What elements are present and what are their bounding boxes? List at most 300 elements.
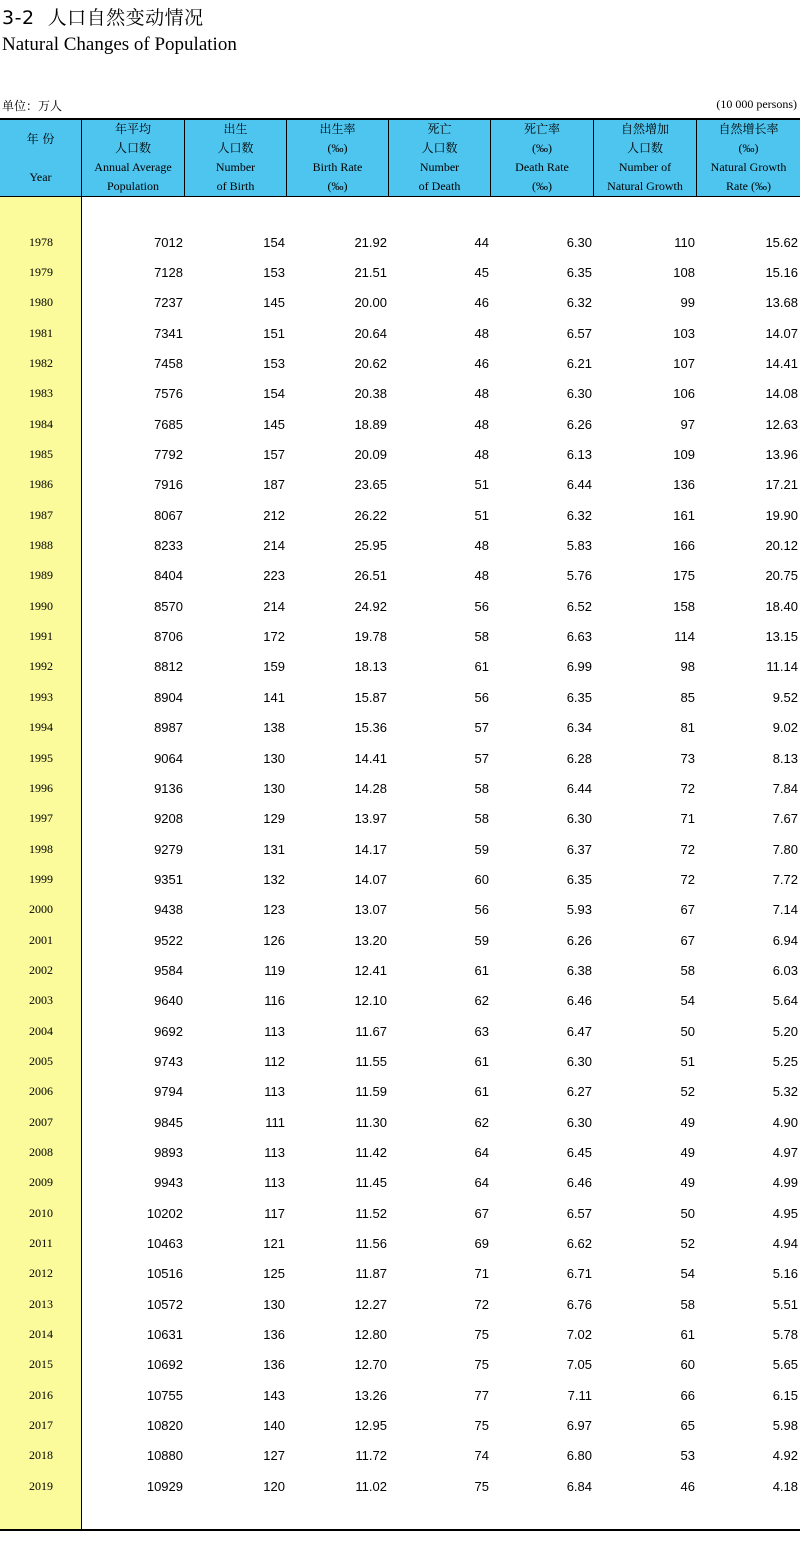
natural-growth-number-cell: 58 xyxy=(680,1296,695,1312)
number-of-death-cell: 48 xyxy=(474,325,489,341)
number-of-death-cell: 56 xyxy=(474,902,489,918)
number-of-death-cell: 44 xyxy=(474,234,489,250)
birth-rate-cell: 14.41 xyxy=(354,750,387,766)
table-row xyxy=(0,500,800,530)
death-rate-cell: 6.30 xyxy=(566,1053,592,1069)
header-line: 自然增加 xyxy=(620,122,669,136)
number-of-death-cell: 46 xyxy=(474,295,489,311)
header-line: Number xyxy=(419,160,460,174)
table-row xyxy=(0,955,800,985)
year-cell: 2010 xyxy=(29,1205,53,1220)
year-cell: 2003 xyxy=(29,993,53,1008)
annual-average-population-cell: 9584 xyxy=(154,962,183,978)
year-cell: 1987 xyxy=(29,507,53,522)
header-line: Number xyxy=(215,160,256,174)
death-rate-cell: 5.76 xyxy=(566,568,592,584)
table-row xyxy=(0,682,800,712)
natural-growth-number-cell: 166 xyxy=(673,538,695,554)
birth-rate-cell: 13.07 xyxy=(354,902,387,918)
number-of-death-cell: 71 xyxy=(474,1266,489,1282)
number-of-death-cell: 77 xyxy=(474,1387,489,1403)
number-of-birth-cell: 125 xyxy=(263,1266,285,1282)
birth-rate-cell: 18.13 xyxy=(354,659,387,675)
header-line: (‰) xyxy=(532,141,552,155)
death-rate-cell: 6.84 xyxy=(566,1478,592,1494)
table-row xyxy=(0,530,800,560)
table-row xyxy=(0,1471,800,1501)
natural-growth-rate-cell: 4.97 xyxy=(772,1144,798,1160)
birth-rate-cell: 11.02 xyxy=(355,1478,387,1494)
birth-rate-cell: 11.56 xyxy=(355,1236,387,1252)
natural-growth-number-cell: 85 xyxy=(680,689,695,705)
year-cell: 2016 xyxy=(29,1387,53,1402)
header-birth-rate xyxy=(287,120,389,196)
year-cell: 1992 xyxy=(29,659,53,674)
natural-growth-number-cell: 54 xyxy=(680,1266,695,1282)
annual-average-population-cell: 9136 xyxy=(154,780,183,796)
annual-average-population-cell: 10631 xyxy=(146,1327,183,1343)
number-of-death-cell: 58 xyxy=(474,629,489,645)
death-rate-cell: 6.28 xyxy=(566,750,592,766)
number-of-death-cell: 48 xyxy=(474,538,489,554)
death-rate-cell: 6.26 xyxy=(566,932,592,948)
natural-growth-rate-cell: 17.21 xyxy=(765,477,798,493)
natural-growth-number-cell: 110 xyxy=(674,234,695,250)
number-of-birth-cell: 145 xyxy=(263,416,285,432)
natural-growth-rate-cell: 19.90 xyxy=(765,507,798,523)
birth-rate-cell: 11.42 xyxy=(355,1144,387,1160)
table-row xyxy=(0,227,800,257)
page-title-cn: 3-2 人口自然变动情况 xyxy=(2,7,204,29)
number-of-death-cell: 60 xyxy=(474,871,489,887)
death-rate-cell: 6.30 xyxy=(566,234,592,250)
annual-average-population-cell: 10463 xyxy=(146,1236,183,1252)
natural-growth-number-cell: 53 xyxy=(680,1448,695,1464)
header-number-of-death xyxy=(389,120,491,196)
natural-growth-number-cell: 66 xyxy=(680,1387,695,1403)
death-rate-cell: 6.32 xyxy=(566,507,592,523)
number-of-birth-cell: 119 xyxy=(264,962,285,978)
number-of-death-cell: 64 xyxy=(474,1144,489,1160)
year-cell: 2005 xyxy=(29,1053,53,1068)
number-of-birth-cell: 130 xyxy=(263,780,285,796)
number-of-death-cell: 75 xyxy=(474,1478,489,1494)
natural-growth-rate-cell: 13.96 xyxy=(765,447,798,463)
death-rate-cell: 6.44 xyxy=(566,477,592,493)
natural-growth-number-cell: 51 xyxy=(680,1053,695,1069)
natural-growth-rate-cell: 6.94 xyxy=(772,932,798,948)
birth-rate-cell: 11.67 xyxy=(355,1023,387,1039)
natural-growth-rate-cell: 5.65 xyxy=(772,1357,798,1373)
year-cell: 2014 xyxy=(29,1327,53,1342)
natural-growth-number-cell: 46 xyxy=(680,1478,695,1494)
annual-average-population-cell: 8904 xyxy=(154,689,183,705)
table-row xyxy=(0,895,800,925)
natural-growth-rate-cell: 15.62 xyxy=(765,234,798,250)
number-of-death-cell: 63 xyxy=(474,1023,489,1039)
number-of-death-cell: 48 xyxy=(474,386,489,402)
number-of-birth-cell: 120 xyxy=(263,1478,285,1494)
natural-growth-number-cell: 50 xyxy=(680,1205,695,1221)
number-of-birth-cell: 212 xyxy=(263,507,285,523)
table-row xyxy=(0,1289,800,1319)
table-row xyxy=(0,439,800,469)
year-cell: 2019 xyxy=(29,1478,53,1493)
birth-rate-cell: 26.51 xyxy=(354,568,387,584)
annual-average-population-cell: 9943 xyxy=(154,1175,183,1191)
number-of-death-cell: 57 xyxy=(474,720,489,736)
death-rate-cell: 6.35 xyxy=(566,689,592,705)
natural-growth-rate-cell: 6.03 xyxy=(772,962,798,978)
number-of-death-cell: 67 xyxy=(474,1205,489,1221)
natural-growth-rate-cell: 4.95 xyxy=(772,1205,798,1221)
natural-growth-rate-cell: 12.63 xyxy=(765,416,798,432)
natural-growth-rate-cell: 4.18 xyxy=(772,1478,798,1494)
annual-average-population-cell: 7792 xyxy=(154,447,183,463)
annual-average-population-cell: 8706 xyxy=(154,629,183,645)
year-cell: 1979 xyxy=(29,265,53,280)
header-line: 人口数 xyxy=(421,141,458,155)
annual-average-population-cell: 8233 xyxy=(154,538,183,554)
natural-growth-rate-cell: 20.75 xyxy=(765,568,798,584)
header-line: Annual Average xyxy=(94,160,172,174)
death-rate-cell: 6.32 xyxy=(566,295,592,311)
death-rate-cell: 6.21 xyxy=(566,356,592,372)
header-line: Birth Rate xyxy=(312,160,363,174)
number-of-birth-cell: 136 xyxy=(263,1357,285,1373)
number-of-death-cell: 59 xyxy=(474,932,489,948)
table-row xyxy=(0,773,800,803)
natural-growth-rate-cell: 5.25 xyxy=(772,1053,798,1069)
year-cell: 1995 xyxy=(29,750,53,765)
number-of-birth-cell: 126 xyxy=(263,932,285,948)
annual-average-population-cell: 7685 xyxy=(154,416,183,432)
year-cell: 1982 xyxy=(29,356,53,371)
year-cell: 2000 xyxy=(29,902,53,917)
natural-growth-number-cell: 158 xyxy=(673,598,695,614)
header-natural-growth-number xyxy=(594,120,697,196)
natural-growth-rate-cell: 9.52 xyxy=(772,689,798,705)
natural-growth-rate-cell: 5.78 xyxy=(772,1327,798,1343)
natural-growth-rate-cell: 5.32 xyxy=(772,1084,798,1100)
annual-average-population-cell: 9640 xyxy=(154,993,183,1009)
number-of-death-cell: 48 xyxy=(474,447,489,463)
year-cell: 2018 xyxy=(29,1448,53,1463)
header-line: (‰) xyxy=(738,141,759,155)
table-row xyxy=(0,409,800,439)
table-row xyxy=(0,591,800,621)
number-of-death-cell: 74 xyxy=(474,1448,489,1464)
table-row xyxy=(0,652,800,682)
annual-average-population-cell: 10929 xyxy=(146,1478,183,1494)
annual-average-population-cell: 8812 xyxy=(154,659,183,675)
death-rate-cell: 6.57 xyxy=(566,1205,592,1221)
header-line: Death Rate xyxy=(515,160,569,174)
annual-average-population-cell: 9893 xyxy=(154,1144,183,1160)
year-cell: 1994 xyxy=(29,720,53,735)
number-of-birth-cell: 127 xyxy=(263,1448,285,1464)
number-of-birth-cell: 214 xyxy=(263,538,285,554)
header-line: Rate (‰) xyxy=(726,179,771,193)
natural-growth-rate-cell: 13.68 xyxy=(765,295,798,311)
natural-growth-rate-cell: 7.84 xyxy=(772,780,798,796)
death-rate-cell: 6.30 xyxy=(566,811,592,827)
table-row xyxy=(0,318,800,348)
death-rate-cell: 6.44 xyxy=(566,780,592,796)
birth-rate-cell: 12.80 xyxy=(354,1327,387,1343)
year-cell: 2011 xyxy=(29,1236,53,1251)
natural-growth-number-cell: 108 xyxy=(673,265,695,281)
table-row xyxy=(0,1319,800,1349)
header-line: of Death xyxy=(418,179,461,193)
header-annual-average-population xyxy=(82,120,185,196)
number-of-death-cell: 64 xyxy=(474,1175,489,1191)
annual-average-population-cell: 8404 xyxy=(154,568,183,584)
natural-growth-rate-cell: 20.12 xyxy=(765,538,798,554)
table-row xyxy=(0,713,800,743)
number-of-death-cell: 59 xyxy=(474,841,489,857)
number-of-death-cell: 56 xyxy=(474,598,489,614)
header-death-rate xyxy=(491,120,594,196)
natural-growth-rate-cell: 4.90 xyxy=(772,1114,798,1130)
death-rate-cell: 6.35 xyxy=(566,871,592,887)
birth-rate-cell: 12.95 xyxy=(354,1418,387,1434)
birth-rate-cell: 12.70 xyxy=(354,1357,387,1373)
header-line: 人口数 xyxy=(626,141,663,155)
number-of-birth-cell: 113 xyxy=(264,1175,285,1191)
number-of-birth-cell: 151 xyxy=(263,325,285,341)
annual-average-population-cell: 9279 xyxy=(154,841,183,857)
number-of-birth-cell: 113 xyxy=(264,1084,285,1100)
table-row xyxy=(0,743,800,773)
birth-rate-cell: 11.45 xyxy=(355,1175,387,1191)
year-cell: 1986 xyxy=(29,477,53,492)
death-rate-cell: 6.47 xyxy=(566,1023,592,1039)
birth-rate-cell: 21.92 xyxy=(354,234,387,250)
annual-average-population-cell: 8570 xyxy=(154,598,183,614)
year-cell: 1983 xyxy=(29,386,53,401)
natural-growth-number-cell: 81 xyxy=(680,720,695,736)
natural-growth-number-cell: 103 xyxy=(673,325,695,341)
table-row xyxy=(0,986,800,1016)
natural-growth-rate-cell: 7.67 xyxy=(772,811,798,827)
number-of-birth-cell: 136 xyxy=(263,1327,285,1343)
number-of-birth-cell: 145 xyxy=(263,295,285,311)
table-row xyxy=(0,561,800,591)
death-rate-cell: 6.71 xyxy=(566,1266,592,1282)
natural-growth-rate-cell: 5.98 xyxy=(772,1418,798,1434)
year-cell: 1991 xyxy=(29,629,53,644)
birth-rate-cell: 11.72 xyxy=(355,1448,387,1464)
number-of-birth-cell: 140 xyxy=(263,1418,285,1434)
number-of-death-cell: 46 xyxy=(474,356,489,372)
annual-average-population-cell: 9692 xyxy=(154,1023,183,1039)
annual-average-population-cell: 10516 xyxy=(146,1266,183,1282)
natural-growth-number-cell: 106 xyxy=(673,386,695,402)
natural-growth-number-cell: 99 xyxy=(680,295,695,311)
death-rate-cell: 6.46 xyxy=(566,993,592,1009)
birth-rate-cell: 24.92 xyxy=(354,598,387,614)
number-of-birth-cell: 130 xyxy=(263,750,285,766)
birth-rate-cell: 15.36 xyxy=(354,720,387,736)
table-row xyxy=(0,1046,800,1076)
table-row xyxy=(0,288,800,318)
natural-growth-rate-cell: 15.16 xyxy=(765,265,798,281)
year-cell: 1989 xyxy=(29,568,53,583)
table-row xyxy=(0,834,800,864)
natural-growth-rate-cell: 4.94 xyxy=(772,1236,798,1252)
header-line: 人口数 xyxy=(217,141,254,155)
number-of-death-cell: 51 xyxy=(474,477,489,493)
table-row xyxy=(0,1350,800,1380)
header-line: 死亡率 xyxy=(523,122,560,136)
birth-rate-cell: 23.65 xyxy=(354,477,387,493)
annual-average-population-cell: 7458 xyxy=(154,356,183,372)
annual-average-population-cell: 9743 xyxy=(154,1053,183,1069)
table-body xyxy=(0,227,800,1501)
death-rate-cell: 6.57 xyxy=(566,325,592,341)
year-cell: 1999 xyxy=(29,871,53,886)
number-of-birth-cell: 154 xyxy=(263,234,285,250)
header-line: Population xyxy=(106,179,159,193)
number-of-birth-cell: 157 xyxy=(263,447,285,463)
table-row xyxy=(0,1380,800,1410)
natural-growth-rate-cell: 9.02 xyxy=(772,720,798,736)
annual-average-population-cell: 9794 xyxy=(154,1084,183,1100)
number-of-birth-cell: 123 xyxy=(263,902,285,918)
natural-growth-number-cell: 136 xyxy=(673,477,695,493)
natural-growth-number-cell: 49 xyxy=(680,1144,695,1160)
natural-growth-rate-cell: 14.41 xyxy=(765,356,798,372)
death-rate-cell: 6.13 xyxy=(566,447,592,463)
year-cell: 1984 xyxy=(29,416,53,431)
number-of-birth-cell: 223 xyxy=(263,568,285,584)
natural-growth-rate-cell: 5.16 xyxy=(772,1266,798,1282)
header-line: 人口数 xyxy=(114,141,151,155)
natural-growth-number-cell: 72 xyxy=(680,871,695,887)
natural-growth-number-cell: 54 xyxy=(680,993,695,1009)
year-cell: 1985 xyxy=(29,447,53,462)
number-of-birth-cell: 159 xyxy=(263,659,285,675)
year-cell: 2008 xyxy=(29,1144,53,1159)
year-cell: 2013 xyxy=(29,1296,53,1311)
natural-growth-number-cell: 72 xyxy=(680,780,695,796)
birth-rate-cell: 12.27 xyxy=(354,1296,387,1312)
death-rate-cell: 6.37 xyxy=(566,841,592,857)
year-cell: 1990 xyxy=(29,598,53,613)
number-of-birth-cell: 132 xyxy=(263,871,285,887)
number-of-death-cell: 57 xyxy=(474,750,489,766)
natural-growth-number-cell: 61 xyxy=(680,1327,695,1343)
natural-growth-number-cell: 107 xyxy=(673,356,695,372)
natural-growth-rate-cell: 4.92 xyxy=(772,1448,798,1464)
table-row xyxy=(0,804,800,834)
page-title-en: Natural Changes of Population xyxy=(2,34,237,55)
natural-growth-number-cell: 73 xyxy=(680,750,695,766)
number-of-death-cell: 61 xyxy=(474,1084,489,1100)
number-of-birth-cell: 113 xyxy=(264,1023,285,1039)
number-of-birth-cell: 130 xyxy=(263,1296,285,1312)
death-rate-cell: 6.35 xyxy=(566,265,592,281)
header-line: (‰) xyxy=(327,141,348,155)
number-of-birth-cell: 117 xyxy=(264,1205,285,1221)
year-cell: 1980 xyxy=(29,295,53,310)
annual-average-population-cell: 9064 xyxy=(154,750,183,766)
annual-average-population-cell: 10755 xyxy=(146,1387,183,1403)
natural-growth-number-cell: 67 xyxy=(680,932,695,948)
annual-average-population-cell: 10202 xyxy=(146,1205,183,1221)
table-row xyxy=(0,379,800,409)
annual-average-population-cell: 7341 xyxy=(154,325,183,341)
natural-growth-number-cell: 72 xyxy=(680,841,695,857)
natural-growth-rate-cell: 5.20 xyxy=(772,1023,798,1039)
birth-rate-cell: 20.38 xyxy=(354,386,387,402)
number-of-death-cell: 48 xyxy=(474,416,489,432)
number-of-birth-cell: 153 xyxy=(263,265,285,281)
annual-average-population-cell: 8067 xyxy=(154,507,183,523)
natural-growth-rate-cell: 7.80 xyxy=(772,841,798,857)
natural-growth-number-cell: 49 xyxy=(680,1175,695,1191)
number-of-birth-cell: 129 xyxy=(263,811,285,827)
annual-average-population-cell: 10880 xyxy=(146,1448,183,1464)
death-rate-cell: 6.38 xyxy=(566,962,592,978)
annual-average-population-cell: 9438 xyxy=(154,902,183,918)
table-row xyxy=(0,1168,800,1198)
year-cell: 2015 xyxy=(29,1357,53,1372)
number-of-birth-cell: 111 xyxy=(265,1114,285,1130)
table-row xyxy=(0,1077,800,1107)
number-of-death-cell: 69 xyxy=(474,1236,489,1252)
number-of-death-cell: 75 xyxy=(474,1357,489,1373)
death-rate-cell: 6.46 xyxy=(566,1175,592,1191)
annual-average-population-cell: 9522 xyxy=(154,932,183,948)
year-cell: 1993 xyxy=(29,689,53,704)
table-header xyxy=(0,120,800,197)
natural-growth-rate-cell: 18.40 xyxy=(765,598,798,614)
table-row xyxy=(0,1259,800,1289)
table-row xyxy=(0,257,800,287)
number-of-death-cell: 75 xyxy=(474,1327,489,1343)
number-of-death-cell: 62 xyxy=(474,1114,489,1130)
number-of-death-cell: 61 xyxy=(474,659,489,675)
number-of-birth-cell: 121 xyxy=(263,1236,285,1252)
year-cell: 2002 xyxy=(29,962,53,977)
annual-average-population-cell: 7012 xyxy=(154,234,183,250)
year-cell: 2017 xyxy=(29,1418,53,1433)
natural-growth-number-cell: 65 xyxy=(680,1418,695,1434)
number-of-death-cell: 72 xyxy=(474,1296,489,1312)
header-line: Year xyxy=(29,169,52,184)
natural-growth-rate-cell: 4.99 xyxy=(772,1175,798,1191)
natural-growth-number-cell: 58 xyxy=(680,962,695,978)
header-line: (‰) xyxy=(327,179,348,193)
number-of-birth-cell: 187 xyxy=(263,477,285,493)
year-cell: 2009 xyxy=(29,1175,53,1190)
year-cell: 2001 xyxy=(29,932,53,947)
table-row xyxy=(0,1016,800,1046)
header-line: 年 份 xyxy=(26,131,55,146)
header-line: 出生 xyxy=(223,122,248,136)
header-natural-growth-rate xyxy=(697,120,800,196)
natural-growth-number-cell: 67 xyxy=(680,902,695,918)
unit-label-en: (10 000 persons) xyxy=(716,97,797,111)
header-line: 自然增长率 xyxy=(718,122,779,136)
table-row xyxy=(0,925,800,955)
header-year xyxy=(0,120,82,196)
annual-average-population-cell: 10692 xyxy=(146,1357,183,1373)
table-row xyxy=(0,621,800,651)
annual-average-population-cell: 9208 xyxy=(154,811,183,827)
